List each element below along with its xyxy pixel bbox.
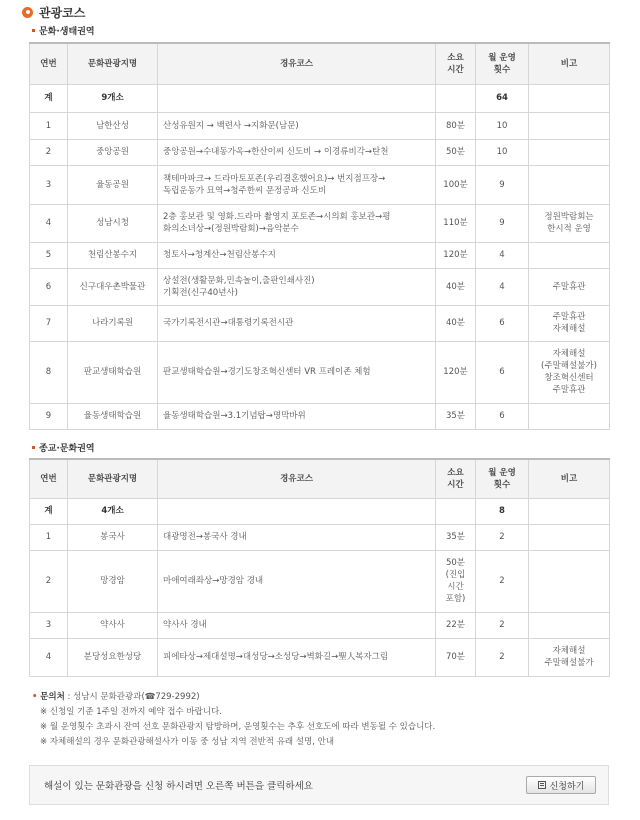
cell-no: 4 xyxy=(30,638,68,676)
header-time: 소요 시간 xyxy=(436,459,476,498)
cell-note xyxy=(529,550,610,612)
section-title-religion-culture xyxy=(32,441,95,454)
cell-note xyxy=(529,403,610,429)
cell-course: 마애여래좌상→망경암 경내 xyxy=(158,550,436,612)
cell-place: 봉국사 xyxy=(68,524,158,550)
contact-line: • 문의처 : 성남시 문화관광과(☎729-2992) xyxy=(32,692,200,702)
cell-note xyxy=(529,139,610,165)
cell-count: 6 xyxy=(476,305,529,341)
document-icon xyxy=(538,781,546,789)
cell-place: 천림산봉수지 xyxy=(68,242,158,268)
square-bullet-icon xyxy=(32,446,35,449)
header-count: 월 운영 횟수 xyxy=(476,43,529,84)
cell-note xyxy=(529,242,610,268)
cell-place: 중앙공원 xyxy=(68,139,158,165)
cell-note: 주말휴관 자체해설 xyxy=(529,305,610,341)
total-count: 8 xyxy=(476,498,529,524)
cell-place: 판교생태학습원 xyxy=(68,341,158,403)
cell-course: 책테마파크→ 드라마토포존(우리결혼했어요)→ 번지점프장→ 독립운동가 묘역→청주한씨 문정공파 신도비 xyxy=(158,165,436,204)
cell-count: 10 xyxy=(476,112,529,139)
cell-no: 1 xyxy=(30,112,68,139)
cell-time: 50분 (진입 시간 포함) xyxy=(436,550,476,612)
cell-course: 청토사→청계산→천림산봉수지 xyxy=(158,242,436,268)
page-title-text: 관광코스 xyxy=(39,5,86,20)
apply-button[interactable] xyxy=(526,776,596,794)
cell-time: 40분 xyxy=(436,268,476,305)
cell-course: 약사사 경내 xyxy=(158,612,436,638)
cell-no: 3 xyxy=(30,612,68,638)
total-count: 64 xyxy=(476,84,529,112)
cell-no: 1 xyxy=(30,524,68,550)
cell-time: 100분 xyxy=(436,165,476,204)
total-label: 계 xyxy=(30,498,68,524)
cell-count: 10 xyxy=(476,139,529,165)
table-row xyxy=(30,341,610,403)
cell-course: 율동생태학습원→3.1기념탑→명막바위 xyxy=(158,403,436,429)
apply-button-label: 신청하기 xyxy=(549,781,585,792)
cell-count: 4 xyxy=(476,268,529,305)
cell-no: 4 xyxy=(30,204,68,242)
cell-place: 남한산성 xyxy=(68,112,158,139)
cell-place: 성남시청 xyxy=(68,204,158,242)
table-row xyxy=(30,638,610,676)
apply-box xyxy=(29,765,609,805)
table-row xyxy=(30,268,610,305)
cell-no: 2 xyxy=(30,550,68,612)
table-row xyxy=(30,204,610,242)
header-count: 월 운영 횟수 xyxy=(476,459,529,498)
notes xyxy=(32,690,435,750)
header-course: 경유코스 xyxy=(158,459,436,498)
cell-note: 정원박람회는 한시적 운영 xyxy=(529,204,610,242)
cell-time: 120분 xyxy=(436,341,476,403)
header-no: 연번 xyxy=(30,459,68,498)
cell-note: 자체해설 (주말해설불가) 창조혁신센터 주말휴관 xyxy=(529,341,610,403)
cell-count: 2 xyxy=(476,524,529,550)
page-title xyxy=(22,4,85,20)
cell-count: 4 xyxy=(476,242,529,268)
course-table-culture-eco xyxy=(29,42,610,430)
cell-course: 국가기록전시관→대통령기록전시관 xyxy=(158,305,436,341)
cell-note xyxy=(529,112,610,139)
header-note: 비고 xyxy=(529,43,610,84)
cell-note xyxy=(529,165,610,204)
cell-count: 6 xyxy=(476,341,529,403)
cell-course: 대광명전→봉국사 경내 xyxy=(158,524,436,550)
cell-no: 6 xyxy=(30,268,68,305)
cell-time: 50분 xyxy=(436,139,476,165)
cell-note: 자체해설 주말해설불가 xyxy=(529,638,610,676)
cell-place: 나라기록원 xyxy=(68,305,158,341)
note-line: ※ 신청일 기준 1주일 전까지 예약 접수 바랍니다. xyxy=(40,707,222,717)
cell-count: 2 xyxy=(476,638,529,676)
contact-label: 문의처 xyxy=(40,692,65,702)
table-row xyxy=(30,524,610,550)
cell-place: 분당성요한성당 xyxy=(68,638,158,676)
table-row xyxy=(30,165,610,204)
cell-course: 판교생태학습원→경기도창조혁신센터 VR 프레이존 체험 xyxy=(158,341,436,403)
cell-note xyxy=(529,612,610,638)
square-bullet-icon xyxy=(32,29,35,32)
cell-count: 2 xyxy=(476,612,529,638)
table-row xyxy=(30,112,610,139)
cell-no: 5 xyxy=(30,242,68,268)
total-row xyxy=(30,498,610,524)
cell-time: 35분 xyxy=(436,524,476,550)
cell-count: 9 xyxy=(476,204,529,242)
header-course: 경유코스 xyxy=(158,43,436,84)
cell-count: 9 xyxy=(476,165,529,204)
bullet-icon xyxy=(22,7,33,18)
cell-course: 중앙공원→수내동가옥→한산이씨 신도비 → 이경류비각→탄천 xyxy=(158,139,436,165)
cell-place: 신구대우촌박물관 xyxy=(68,268,158,305)
cell-no: 2 xyxy=(30,139,68,165)
section-title-culture-eco xyxy=(32,24,95,37)
cell-time: 80분 xyxy=(436,112,476,139)
cell-place: 약사사 xyxy=(68,612,158,638)
course-table-religion-culture xyxy=(29,458,610,677)
table-row xyxy=(30,550,610,612)
cell-place: 율동공원 xyxy=(68,165,158,204)
table-row xyxy=(30,242,610,268)
cell-note xyxy=(529,524,610,550)
cell-count: 6 xyxy=(476,403,529,429)
total-place: 9개소 xyxy=(68,84,158,112)
header-no: 연번 xyxy=(30,43,68,84)
cell-note: 주말휴관 xyxy=(529,268,610,305)
cell-no: 8 xyxy=(30,341,68,403)
total-label: 계 xyxy=(30,84,68,112)
cell-no: 3 xyxy=(30,165,68,204)
table-row xyxy=(30,403,610,429)
cell-no: 7 xyxy=(30,305,68,341)
cell-time: 40분 xyxy=(436,305,476,341)
section-title-text: 종교·문화권역 xyxy=(39,444,95,454)
cell-count: 2 xyxy=(476,550,529,612)
note-line: ※ 자체해설의 경우 문화관광해설사가 이동 중 성남 지역 전반적 유래 설명, 안내 xyxy=(40,737,335,747)
table-row xyxy=(30,612,610,638)
section-title-text: 문화·생태권역 xyxy=(39,27,95,37)
header-time: 소요 시간 xyxy=(436,43,476,84)
table-row xyxy=(30,139,610,165)
total-place: 4개소 xyxy=(68,498,158,524)
table-header-row xyxy=(30,459,610,498)
cell-course: 피에타상→제대설명→대성당→소성당→벽화길→聖人복자그림 xyxy=(158,638,436,676)
cell-course: 2층 홍보관 및 영화.드라마 촬영지 포토존→시의회 홍보관→평 화의소녀상→(정원박람회)→음악분수 xyxy=(158,204,436,242)
contact-text: : 성남시 문화관광과(☎729-2992) xyxy=(64,692,200,702)
cell-no: 9 xyxy=(30,403,68,429)
cell-time: 110분 xyxy=(436,204,476,242)
note-line: ※ 월 운영횟수 초과시 잔여 선호 문화관광지 탐방하며, 운영횟수는 추후 선호도에 따라 변동될 수 있습니다. xyxy=(40,722,436,732)
header-place: 문화관광지명 xyxy=(68,43,158,84)
apply-message: 해설이 있는 문화관광을 신청 하시려면 오른쪽 버튼을 클릭하세요 xyxy=(44,781,313,792)
cell-course: 상설전(생활문화,민속놀이,출판인쇄사진) 기획전(신구40년사) xyxy=(158,268,436,305)
cell-time: 35분 xyxy=(436,403,476,429)
cell-time: 22분 xyxy=(436,612,476,638)
cell-time: 120분 xyxy=(436,242,476,268)
cell-place: 망경암 xyxy=(68,550,158,612)
header-note: 비고 xyxy=(529,459,610,498)
table-header-row xyxy=(30,43,610,84)
cell-place: 율동생태학습원 xyxy=(68,403,158,429)
total-row xyxy=(30,84,610,112)
table-row xyxy=(30,305,610,341)
header-place: 문화관광지명 xyxy=(68,459,158,498)
cell-time: 70분 xyxy=(436,638,476,676)
cell-course: 산성유원지 → 백련사 →지화문(남문) xyxy=(158,112,436,139)
